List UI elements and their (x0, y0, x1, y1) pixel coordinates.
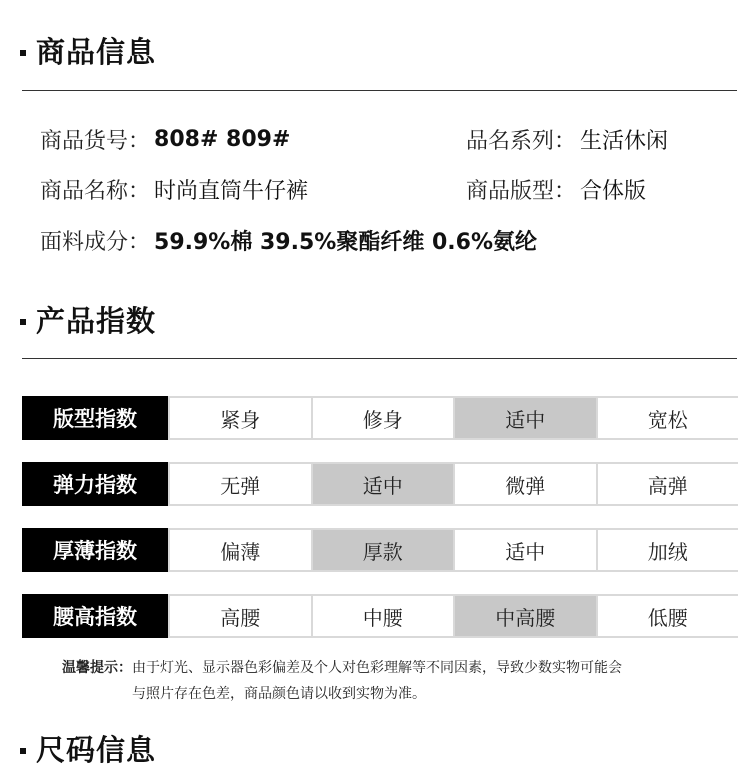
index-option: 适中 (453, 530, 596, 570)
series-label: 品名系列： (466, 129, 577, 154)
tip-text-2: 与照片存在色差，商品颜色请以收到实物为准。 (132, 686, 426, 702)
index-option: 修身 (311, 398, 454, 438)
index-row-fit (22, 396, 738, 440)
section-title-product-index (20, 299, 156, 340)
bullet-icon (20, 319, 26, 325)
index-option: 中腰 (311, 596, 454, 636)
tip-text-1: 由于灯光、显示器色彩偏差及个人对色彩理解等不同因素，导致少数实物可能会 (132, 660, 622, 676)
bullet-icon (20, 50, 26, 56)
index-row-thickness (22, 528, 738, 572)
series-row (466, 124, 668, 155)
bullet-icon (20, 748, 26, 754)
fit-label: 商品版型： (466, 179, 577, 204)
index-row-label: 弹力指数 (22, 462, 168, 506)
divider (22, 358, 737, 359)
index-option: 无弹 (168, 464, 311, 504)
index-row-label: 版型指数 (22, 396, 168, 440)
index-row-elasticity (22, 462, 738, 506)
fabric-label: 面料成分： (40, 230, 151, 255)
index-option: 偏薄 (168, 530, 311, 570)
section-title-text: 商品信息 (36, 35, 157, 69)
index-option: 适中 (311, 464, 454, 504)
index-row-label: 厚薄指数 (22, 528, 168, 572)
item-no-label: 商品货号： (40, 129, 151, 154)
index-option: 适中 (453, 398, 596, 438)
name-label: 商品名称： (40, 179, 151, 204)
section-title-text: 尺码信息 (36, 733, 157, 767)
index-option: 厚款 (311, 530, 454, 570)
name-value: 时尚直筒牛仔裤 (154, 179, 309, 204)
index-row-waist (22, 594, 738, 638)
item-no-value: 808# 809# (154, 127, 291, 152)
index-option: 高腰 (168, 596, 311, 636)
disclaimer-line-1 (62, 655, 742, 681)
color-disclaimer (62, 655, 742, 707)
index-option: 宽松 (596, 398, 739, 438)
index-option: 微弹 (453, 464, 596, 504)
section-title-size-info (20, 728, 156, 769)
index-row-label: 腰高指数 (22, 594, 168, 638)
index-option: 低腰 (596, 596, 739, 636)
section-title-text: 产品指数 (36, 304, 157, 338)
tip-label: 温馨提示： (62, 660, 132, 676)
item-no-row (40, 124, 290, 155)
fabric-value: 59.9%棉 39.5%聚酯纤维 0.6%氨纶 (154, 230, 537, 255)
index-option: 中高腰 (453, 596, 596, 636)
index-option: 加绒 (596, 530, 739, 570)
fabric-row (40, 225, 537, 256)
name-row (40, 174, 308, 205)
section-title-product-info (20, 30, 156, 71)
index-option: 高弹 (596, 464, 739, 504)
fit-row (466, 174, 646, 205)
series-value: 生活休闲 (580, 129, 669, 154)
index-option: 紧身 (168, 398, 311, 438)
fit-value: 合体版 (580, 179, 647, 204)
divider (22, 90, 737, 91)
